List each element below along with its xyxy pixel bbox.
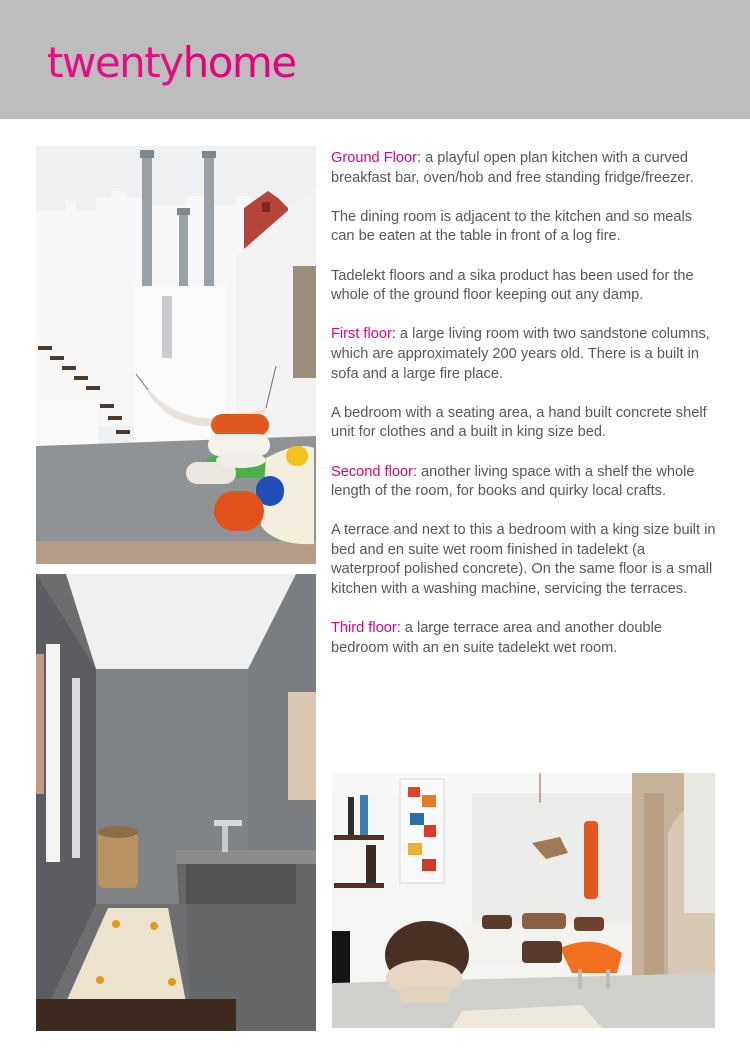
paragraph-text: another living space with a shelf the whole length of the room, for books and quirky local crafts. — [331, 463, 695, 500]
paragraph-heading: First floor: — [331, 326, 396, 343]
header-bar — [0, 0, 750, 119]
terrace-photo-image — [36, 146, 316, 564]
living-room-photo — [332, 773, 715, 1028]
bathroom-photo-image — [36, 574, 316, 1031]
paragraph-dining-room — [331, 208, 716, 247]
paragraph-heading: Third floor: — [331, 620, 401, 637]
bathroom-photo — [36, 574, 316, 1031]
logo-part-twenty: twenty — [47, 38, 183, 87]
paragraph-third-floor — [331, 619, 716, 658]
living-room-photo-image — [332, 773, 715, 1028]
logo-part-home: home — [182, 38, 296, 87]
paragraph-floors — [331, 267, 716, 306]
paragraph-heading: Ground Floor: — [331, 150, 422, 166]
paragraph-heading: Second floor: — [331, 463, 417, 480]
paragraph-text: The dining room is adjacent to the kitchen and so meals can be eaten at the table in front of a log fire. — [331, 208, 692, 245]
paragraph-first-floor — [331, 325, 716, 384]
paragraph-text: a large living room with two sandstone columns, which are approximately 200 years old. There is a built in sofa and a large fire place. — [331, 326, 710, 382]
paragraph-text: A bedroom with a seating area, a hand built concrete shelf unit for clothes and a built in king size bed. — [331, 404, 707, 441]
paragraph-text: Tadelekt floors and a sika product has been used for the whole of the ground floor keeping out any damp. — [331, 267, 694, 304]
terrace-photo — [36, 146, 316, 564]
paragraph-bedroom — [331, 404, 716, 443]
paragraph-text: a large terrace area and another double bedroom with an en suite tadelekt wet room. — [331, 620, 662, 656]
paragraph-ground-floor — [331, 149, 716, 188]
paragraph-terrace — [331, 521, 716, 599]
paragraph-second-floor — [331, 463, 716, 502]
paragraph-text: a playful open plan kitchen with a curved breakfast bar, oven/hob and free standing fridge/freezer. — [331, 150, 694, 186]
description-column — [331, 149, 716, 678]
brand-logo[interactable] — [47, 38, 296, 88]
paragraph-text: A terrace and next to this a bedroom with a king size built in bed and en suite wet room finished in tadelekt (a waterproof polished concrete). On the same floor is a small kitchen with a washing machine, servicing the terraces. — [331, 522, 716, 598]
